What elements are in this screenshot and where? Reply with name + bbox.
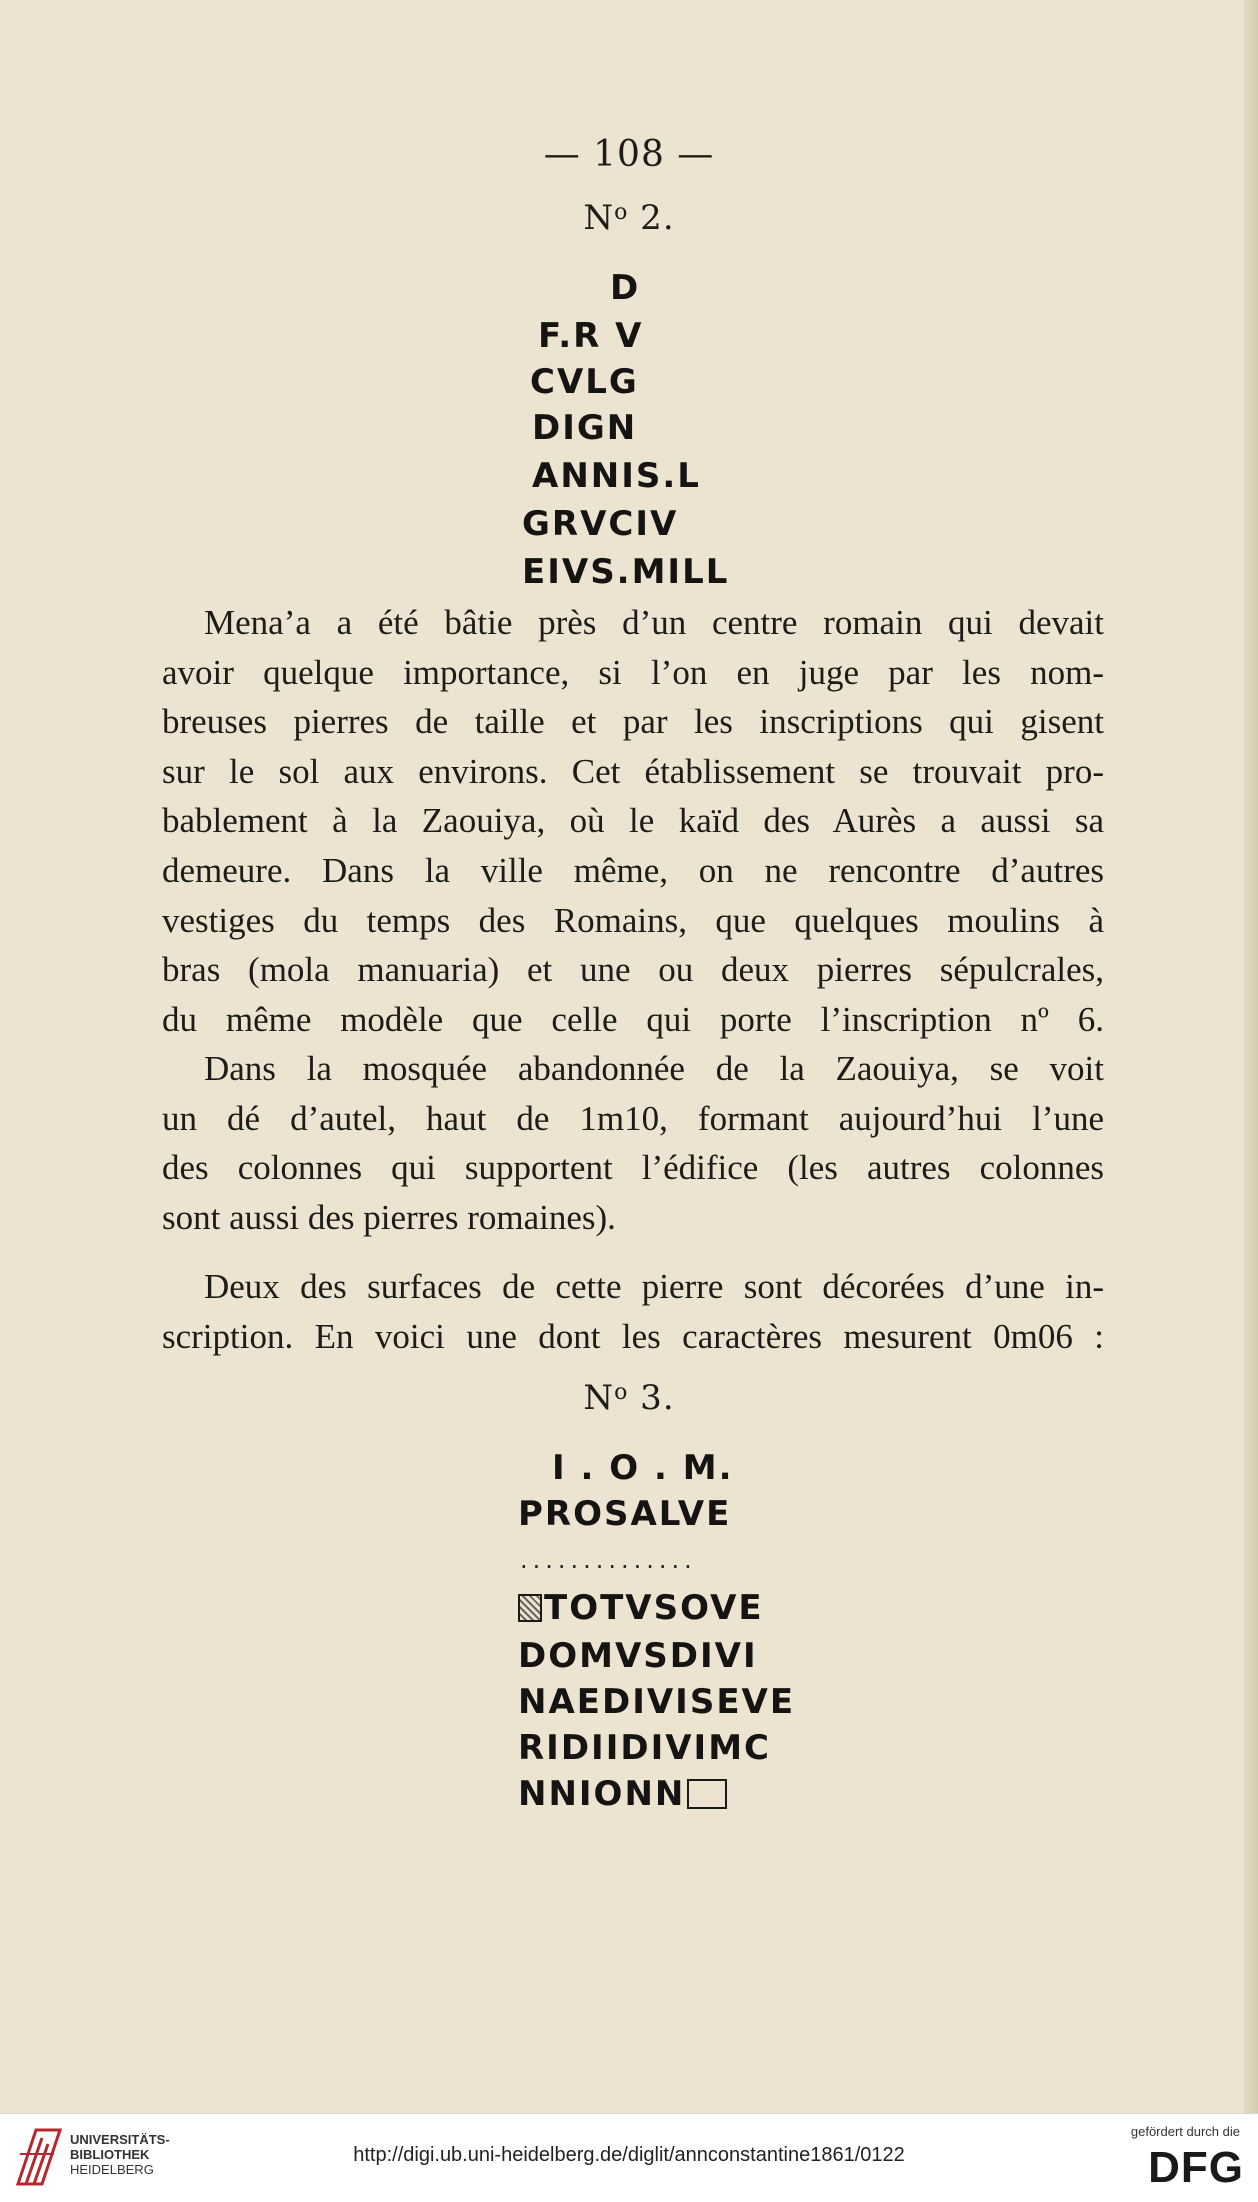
numero-value: 3. [628, 1378, 675, 1418]
text-line: bras (mola manuaria) et une ou deux pierres sépulcrales, [162, 950, 1104, 990]
page-edge-shadow [1244, 0, 1258, 2113]
text-line: avoir quelque importance, si l’on en juge par les nom- [162, 652, 1104, 692]
inscription-3-line-7-text: NNIONN [518, 1774, 686, 1814]
inscription-2-line-1: D [610, 268, 641, 308]
missing-letters-box [687, 1779, 727, 1809]
lacuna-dots: .............. [520, 1546, 697, 1574]
text-line: scription. En voici une dont les caractères mesurent 0m06 : [162, 1316, 1104, 1356]
text-line: Dans la mosquée abandonnée de la Zaouiya, se voit [204, 1049, 1104, 1088]
numero-sup: o [614, 1380, 629, 1405]
inscription-2-line-2: F.R V [538, 316, 644, 356]
text-line: Deux des surfaces de cette pierre sont décorées d’une in- [204, 1267, 1104, 1306]
numero-letter: N [583, 198, 615, 238]
permalink-url[interactable]: http://digi.ub.uni-heidelberg.de/diglit/annconstantine1861/0122 [353, 2144, 905, 2166]
text-line: sont aussi des pierres romaines). [162, 1197, 616, 1237]
sponsor-caption: gefördert durch die [1130, 2124, 1240, 2139]
numero-sup: o [614, 200, 629, 225]
text-line: du même modèle que celle qui porte l’inscription nº 6. [162, 999, 1104, 1039]
text-line: demeure. Dans la ville même, on ne rencontre d’autres [162, 850, 1104, 890]
inscription-3-number [0, 1378, 1258, 1418]
text-line: vestiges du temps des Romains, que quelques moulins à [162, 900, 1104, 940]
inscription-2-line-3: CVLG [530, 362, 639, 402]
inscription-3-line-3-text: TOTVSOVE [544, 1588, 764, 1628]
text-line: des colonnes qui supportent l’édifice (les autres colonnes [162, 1148, 1104, 1188]
damaged-letter-box [518, 1594, 542, 1622]
inscription-3-line-3 [518, 1586, 764, 1630]
text-line: bablement à la Zaouiya, où le kaïd des Aurès a aussi sa [162, 801, 1104, 841]
inscription-3-line-7 [518, 1772, 727, 1816]
inscription-2-line-5: ANNIS.L [532, 456, 701, 496]
text-line: Mena’a a été bâtie près d’un centre romain qui devait [204, 603, 1104, 642]
library-line-3: HEIDELBERG [70, 2162, 154, 2177]
inscription-3-line-2: PROSALVE [518, 1494, 732, 1534]
inscription-3-line-1: I . O . M. [552, 1448, 734, 1488]
numero-letter: N [583, 1378, 615, 1418]
text-line: sur le sol aux environs. Cet établissement se trouvait pro- [162, 751, 1104, 791]
dfg-logo: DFG [1148, 2143, 1244, 2192]
inscription-3-line-6: RIDIIDIVIMC [518, 1728, 771, 1768]
text-line: un dé d’autel, haut de 1m10, formant aujourd’hui l’une [162, 1098, 1104, 1138]
library-line-1: UNIVERSITÄTS- [70, 2132, 170, 2147]
page-number: — 108 — [543, 134, 715, 175]
inscription-3-line-5: NAEDIVISEVE [518, 1682, 796, 1722]
numero-value: 2. [628, 198, 675, 238]
inscription-2-number [0, 198, 1258, 238]
library-line-2: BIBLIOTHEK [70, 2147, 150, 2162]
paragraph-3 [162, 1262, 1104, 1361]
inscription-2-line-4: DIGN [532, 408, 638, 448]
text-line: breuses pierres de taille et par les inscriptions qui gisent [162, 702, 1104, 742]
paragraph-2 [162, 1044, 1104, 1242]
viewer-footer [0, 2113, 1258, 2202]
paragraph-1 [162, 598, 1104, 1044]
inscription-3-line-4: DOMVSDIVI [518, 1636, 758, 1676]
inscription-2-line-7: EIVS.MILL [522, 552, 730, 592]
inscription-2-line-6: GRVCIV [522, 504, 679, 544]
